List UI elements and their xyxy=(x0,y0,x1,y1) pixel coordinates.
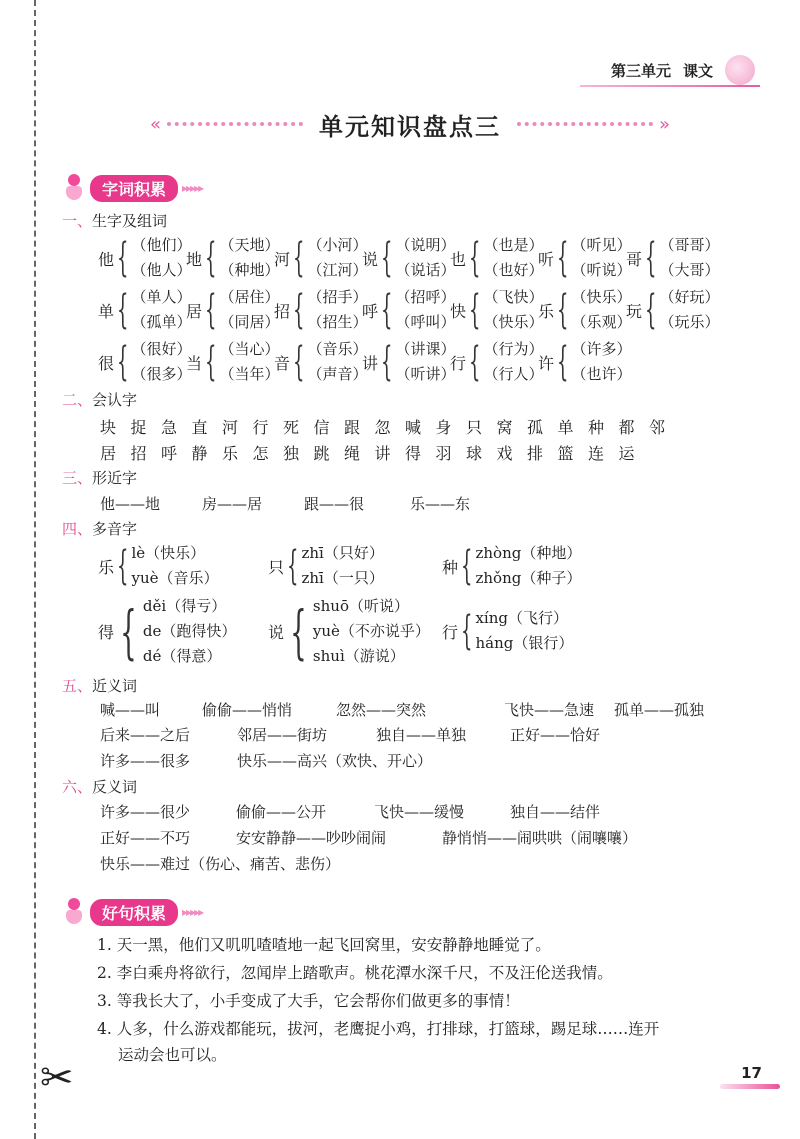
s4-group xyxy=(268,594,430,669)
brace-icon: { xyxy=(469,235,481,281)
cut-line xyxy=(34,0,36,1139)
section-label: 课文 xyxy=(682,61,713,80)
recognize-char: 直 xyxy=(191,418,208,437)
word-item: lè（快乐） xyxy=(131,544,206,562)
recognize-char: 羽 xyxy=(435,444,452,463)
word-list xyxy=(219,337,279,387)
double-chevron-left-icon: « xyxy=(150,113,162,135)
recognize-char: 独 xyxy=(283,444,300,463)
head-char: 乐 xyxy=(98,557,115,577)
word-item: （大哥） xyxy=(659,261,720,279)
brace-icon: { xyxy=(557,235,569,281)
head-char: 行 xyxy=(450,353,467,373)
word-list xyxy=(395,285,455,335)
recognize-char: 块 xyxy=(100,418,117,437)
s1-group xyxy=(538,337,631,387)
antonym-pair: 飞快——缓慢 xyxy=(374,803,465,821)
s1-group xyxy=(274,285,367,335)
recognize-char: 绳 xyxy=(344,444,361,463)
head-char: 说 xyxy=(268,623,285,642)
header-rule xyxy=(580,85,760,87)
antonym-pair: 独自——结伴 xyxy=(510,803,601,821)
recognize-char: 得 xyxy=(405,444,422,463)
s4-group xyxy=(98,594,236,669)
word-list xyxy=(571,337,631,387)
recognize-char: 招 xyxy=(130,444,147,463)
brace-icon: { xyxy=(469,339,481,385)
unit-label: 第三单元 xyxy=(610,61,671,80)
word-item: （当心） xyxy=(219,340,280,358)
recognize-char: 河 xyxy=(222,418,239,437)
recognize-char: 死 xyxy=(283,418,300,437)
word-list xyxy=(395,233,455,283)
word-list xyxy=(475,606,573,656)
word-list xyxy=(219,285,279,335)
word-item: （也是） xyxy=(483,236,544,254)
s1-group xyxy=(626,285,719,335)
s1-group xyxy=(98,285,191,335)
synonym-pair: 独自——单独 xyxy=(376,726,467,744)
page-title: 单元知识盘点三 xyxy=(319,112,501,141)
s1-group xyxy=(186,337,279,387)
head-char: 快 xyxy=(450,301,467,321)
s1-group xyxy=(538,233,631,283)
word-item: （同居） xyxy=(219,313,280,331)
head-char: 他 xyxy=(98,249,115,269)
recognize-char: 急 xyxy=(161,418,178,437)
heading-5: 五、近义词 xyxy=(62,677,138,695)
head-char: 许 xyxy=(538,353,555,373)
word-list xyxy=(483,285,543,335)
brace-icon: { xyxy=(293,339,305,385)
words-tag-label: 字词积累 xyxy=(90,175,178,202)
word-item: de（跑得快） xyxy=(142,622,237,640)
recognize-char: 排 xyxy=(527,444,544,463)
word-item: （呼叫） xyxy=(395,313,456,331)
title-banner xyxy=(150,104,670,144)
head-char: 得 xyxy=(98,623,115,642)
recognize-char: 单 xyxy=(557,418,574,437)
brace-icon: { xyxy=(287,543,299,589)
word-item: （他们） xyxy=(131,236,192,254)
brace-icon: { xyxy=(120,597,137,666)
word-item: （快乐） xyxy=(571,288,632,306)
word-list xyxy=(131,233,191,283)
words-section-tag xyxy=(64,174,202,202)
antonym-pair: 安安静静——吵吵闹闹 xyxy=(236,829,387,847)
word-list xyxy=(659,233,719,283)
scissors-icon: ✂ xyxy=(40,1055,74,1101)
head-char: 河 xyxy=(274,249,291,269)
heading-3: 三、形近字 xyxy=(62,469,138,487)
recognize-char: 行 xyxy=(252,418,269,437)
word-item: （单人） xyxy=(131,288,192,306)
word-item: （孤单） xyxy=(131,313,192,331)
brace-icon: { xyxy=(117,235,129,281)
recognize-char: 篮 xyxy=(557,444,574,463)
word-item: （很多） xyxy=(131,365,192,383)
word-list xyxy=(131,541,218,591)
recognize-char: 跟 xyxy=(344,418,361,437)
recognize-char: 跳 xyxy=(313,444,330,463)
recognize-char: 球 xyxy=(466,444,483,463)
brace-icon: { xyxy=(293,287,305,333)
word-item: （也许） xyxy=(571,365,632,383)
word-item: （讲课） xyxy=(395,340,456,358)
word-item: （哥哥） xyxy=(659,236,720,254)
head-char: 招 xyxy=(274,301,291,321)
synonym-pair: 正好——恰好 xyxy=(510,726,601,744)
s1-group xyxy=(362,285,455,335)
recognize-char: 运 xyxy=(618,444,635,463)
word-item: （飞快） xyxy=(483,288,544,306)
word-item: （招手） xyxy=(307,288,368,306)
word-list xyxy=(483,337,543,387)
s1-group xyxy=(450,233,543,283)
page-number-bar xyxy=(720,1084,780,1089)
word-item: （也好） xyxy=(483,261,544,279)
dotted-divider xyxy=(167,122,303,126)
s1-group xyxy=(450,285,543,335)
s4-group xyxy=(268,541,384,591)
word-item: （行人） xyxy=(483,365,544,383)
brace-icon: { xyxy=(381,339,393,385)
word-item: （声音） xyxy=(307,365,368,383)
word-item: zhī（只好） xyxy=(301,544,384,562)
synonym-pair: 许多——很多 xyxy=(100,752,191,770)
word-item: （好玩） xyxy=(659,288,720,306)
synonym-pair: 快乐——高兴（欢快、开心） xyxy=(237,752,433,770)
head-char: 种 xyxy=(442,557,459,577)
head-char: 说 xyxy=(362,249,379,269)
s1-group xyxy=(626,233,719,283)
word-item: （天地） xyxy=(219,236,280,254)
recognize-char: 只 xyxy=(466,418,483,437)
word-item: （小河） xyxy=(307,236,368,254)
brace-icon: { xyxy=(381,287,393,333)
s1-group xyxy=(362,233,455,283)
fairy-icon xyxy=(64,174,86,202)
word-item: （听讲） xyxy=(395,365,456,383)
word-list xyxy=(131,337,191,387)
recognize-char: 连 xyxy=(588,444,605,463)
recognize-char: 邻 xyxy=(649,418,666,437)
recognize-char: 静 xyxy=(191,444,208,463)
word-item: （许多） xyxy=(571,340,632,358)
recognize-char: 种 xyxy=(588,418,605,437)
word-list xyxy=(475,541,581,591)
s1-group xyxy=(186,285,279,335)
brace-icon: { xyxy=(117,287,129,333)
word-item: shuō（听说） xyxy=(312,597,409,615)
word-item: （当年） xyxy=(219,365,280,383)
brace-icon: { xyxy=(469,287,481,333)
s4-group xyxy=(442,541,581,591)
recognize-char: 戏 xyxy=(496,444,513,463)
word-item: （说明） xyxy=(395,236,456,254)
word-list xyxy=(307,233,367,283)
word-item: děi（得亏） xyxy=(142,597,227,615)
antonym-pair: 许多——很少 xyxy=(100,803,191,821)
dotted-divider xyxy=(517,122,653,126)
word-list xyxy=(395,337,455,387)
word-item: （玩乐） xyxy=(659,313,720,331)
word-item: xíng（飞行） xyxy=(475,609,568,627)
word-item: （种地） xyxy=(219,261,280,279)
synonym-pair: 喊——叫 xyxy=(100,701,161,719)
head-char: 只 xyxy=(268,557,285,577)
s1-group xyxy=(186,233,279,283)
s4-group xyxy=(98,541,218,591)
word-item: （乐观） xyxy=(571,313,632,331)
sentence-4: 4. 人多，什么游戏都能玩，拔河，老鹰捉小鸡，打排球，打篮球，踢足球……连开 xyxy=(97,1020,660,1038)
head-char: 很 xyxy=(98,353,115,373)
word-list xyxy=(571,233,631,283)
head-char: 讲 xyxy=(362,353,379,373)
recognize-char: 忽 xyxy=(374,418,391,437)
word-item: （音乐） xyxy=(307,340,368,358)
head-char: 呼 xyxy=(362,301,379,321)
word-item: háng（银行） xyxy=(475,634,574,652)
s1-group xyxy=(98,337,191,387)
s1-group xyxy=(538,285,631,335)
brace-icon: { xyxy=(205,235,217,281)
recognize-row-2 xyxy=(100,441,649,464)
word-item: （听见） xyxy=(571,236,632,254)
brace-icon: { xyxy=(557,339,569,385)
brace-icon: { xyxy=(117,543,129,589)
brace-icon: { xyxy=(645,235,657,281)
head-char: 也 xyxy=(450,249,467,269)
head-char: 居 xyxy=(186,301,203,321)
brace-icon: { xyxy=(117,339,129,385)
brace-icon: { xyxy=(461,608,473,654)
synonym-pair: 忽然——突然 xyxy=(336,701,427,719)
synonym-pair: 偷偷——悄悄 xyxy=(202,701,293,719)
flower-icon xyxy=(725,55,755,85)
recognize-char: 信 xyxy=(313,418,330,437)
brace-icon: { xyxy=(645,287,657,333)
recognize-row-1 xyxy=(100,415,680,438)
s1-group xyxy=(274,337,367,387)
word-item: （招生） xyxy=(307,313,368,331)
recognize-char: 居 xyxy=(100,444,117,463)
synonym-pair: 孤单——孤独 xyxy=(614,701,705,719)
recognize-char: 窝 xyxy=(496,418,513,437)
heading-1: 一、生字及组词 xyxy=(62,212,168,230)
synonym-pair: 邻居——街坊 xyxy=(237,726,328,744)
recognize-char: 都 xyxy=(618,418,635,437)
similar-pair: 房——居 xyxy=(202,495,263,513)
sentence-3: 3. 等我长大了，小手变成了大手，它会帮你们做更多的事情！ xyxy=(97,992,520,1010)
word-item: yuè（音乐） xyxy=(131,569,219,587)
brace-icon: { xyxy=(290,597,307,666)
word-item: （他人） xyxy=(131,261,192,279)
brace-icon: { xyxy=(381,235,393,281)
word-list xyxy=(307,337,367,387)
word-item: （快乐） xyxy=(483,313,544,331)
word-list xyxy=(313,594,430,669)
word-item: （居住） xyxy=(219,288,280,306)
fairy-icon xyxy=(64,898,86,926)
word-list xyxy=(571,285,631,335)
head-char: 行 xyxy=(442,622,459,642)
recognize-char: 讲 xyxy=(374,444,391,463)
recognize-char: 喊 xyxy=(405,418,422,437)
antonym-pair: 快乐——难过（伤心、痛苦、悲伤） xyxy=(100,855,341,873)
head-char: 单 xyxy=(98,301,115,321)
head-char: 当 xyxy=(186,353,203,373)
double-chevron-right-icon: » xyxy=(658,113,670,135)
word-list xyxy=(301,541,383,591)
head-char: 乐 xyxy=(538,301,555,321)
brace-icon: { xyxy=(557,287,569,333)
head-char: 地 xyxy=(186,249,203,269)
word-item: （江河） xyxy=(307,261,368,279)
synonym-pair: 飞快——急速 xyxy=(504,701,595,719)
s1-group xyxy=(274,233,367,283)
brace-icon: { xyxy=(461,543,473,589)
antonym-pair: 静悄悄——闹哄哄（闹嚷嚷） xyxy=(442,829,638,847)
sentence-4-cont: 运动会也可以。 xyxy=(118,1046,227,1064)
word-list xyxy=(307,285,367,335)
recognize-char: 身 xyxy=(435,418,452,437)
head-char: 听 xyxy=(538,249,555,269)
recognize-char: 捉 xyxy=(130,418,147,437)
recognize-char: 乐 xyxy=(222,444,239,463)
word-list xyxy=(659,285,719,335)
word-item: （行为） xyxy=(483,340,544,358)
page-number: 17 xyxy=(741,1064,762,1082)
sentence-2: 2. 李白乘舟将欲行，忽闻岸上踏歌声。桃花潭水深千尺，不及汪伦送我情。 xyxy=(97,964,613,982)
word-item: zhǒng（种子） xyxy=(475,569,582,587)
heading-4: 四、多音字 xyxy=(62,520,138,538)
word-list xyxy=(131,285,191,335)
word-list xyxy=(219,233,279,283)
synonym-pair: 后来——之后 xyxy=(100,726,191,744)
similar-pair: 乐——东 xyxy=(410,495,471,513)
brace-icon: { xyxy=(205,339,217,385)
recognize-char: 孤 xyxy=(527,418,544,437)
word-list xyxy=(483,233,543,283)
sentence-1: 1. 天一黑，他们又叽叽喳喳地一起飞回窝里，安安静静地睡觉了。 xyxy=(97,936,551,954)
head-char: 哥 xyxy=(626,249,643,269)
heading-6: 六、反义词 xyxy=(62,778,138,796)
antonym-pair: 正好——不巧 xyxy=(100,829,191,847)
brace-icon: { xyxy=(293,235,305,281)
brace-icon: { xyxy=(205,287,217,333)
arrows-icon: ▸▸▸▸▸ xyxy=(182,905,203,919)
recognize-char: 怎 xyxy=(252,444,269,463)
head-char: 音 xyxy=(274,353,291,373)
s1-group xyxy=(362,337,455,387)
s4-group xyxy=(442,606,573,656)
page-header xyxy=(611,55,755,85)
sentences-section-tag xyxy=(64,898,202,926)
head-char: 玩 xyxy=(626,301,643,321)
word-item: （很好） xyxy=(131,340,192,358)
antonym-pair: 偷偷——公开 xyxy=(236,803,327,821)
word-item: dé（得意） xyxy=(142,647,222,665)
word-item: （听说） xyxy=(571,261,632,279)
word-item: （说话） xyxy=(395,261,456,279)
word-item: （招呼） xyxy=(395,288,456,306)
similar-pair: 他——地 xyxy=(100,495,161,513)
word-item: yuè（不亦说乎） xyxy=(312,622,430,640)
arrows-icon: ▸▸▸▸▸ xyxy=(182,181,203,195)
word-item: zhī（一只） xyxy=(301,569,384,587)
word-item: zhòng（种地） xyxy=(475,544,582,562)
s1-group xyxy=(450,337,543,387)
s1-group xyxy=(98,233,191,283)
sentences-tag-label: 好句积累 xyxy=(90,899,178,926)
similar-pair: 跟——很 xyxy=(304,495,365,513)
recognize-char: 呼 xyxy=(161,444,178,463)
word-item: shuì（游说） xyxy=(312,647,405,665)
heading-2: 二、会认字 xyxy=(62,391,138,409)
word-list xyxy=(143,594,236,669)
